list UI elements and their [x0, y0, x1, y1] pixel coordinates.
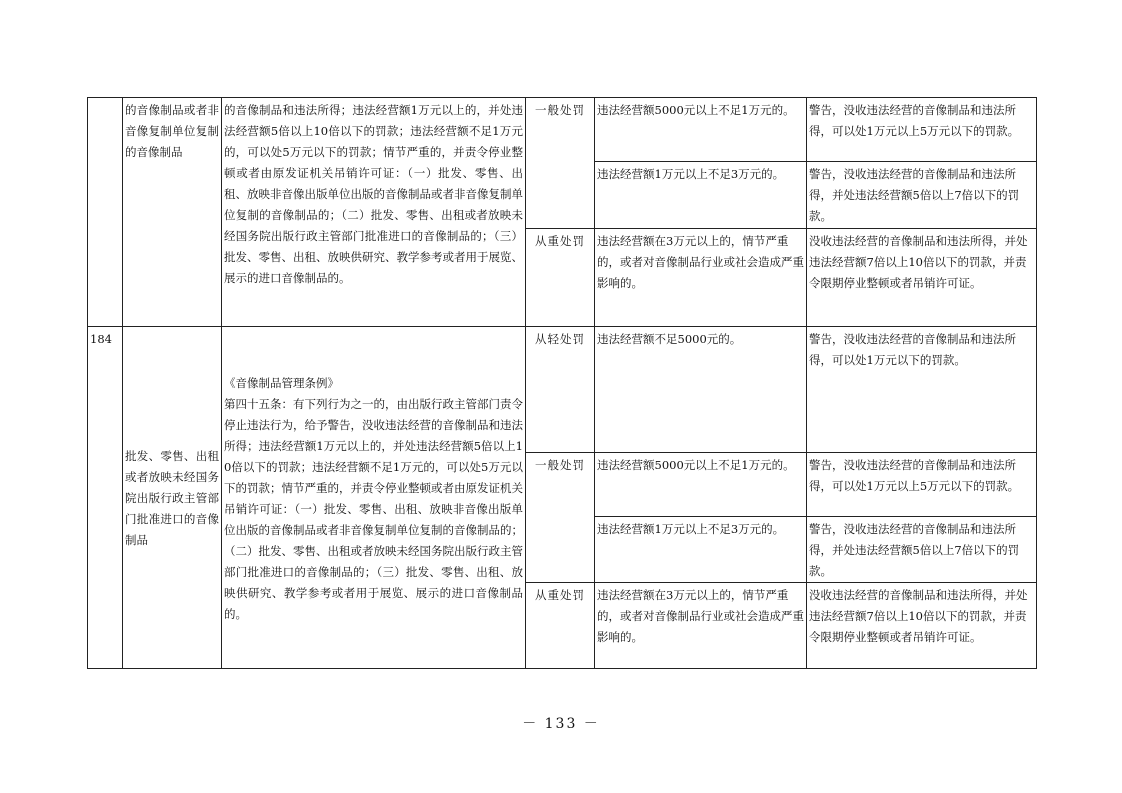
penalty-standard-table — [87, 97, 1037, 669]
circumstance-cell: 违法经营额5000元以上不足1万元的。 — [595, 98, 807, 162]
circumstance-cell: 违法经营额1万元以上不足3万元的。 — [595, 517, 807, 583]
circumstance-cell: 违法经营额5000元以上不足1万元的。 — [595, 453, 807, 517]
standard-cell: 没收违法经营的音像制品和违法所得，并处违法经营额7倍以上10倍以下的罚款，并责令限期停业整顿或者吊销许可证。 — [807, 583, 1037, 669]
circumstance-cell: 违法经营额在3万元以上的，情节严重的，或者对音像制品行业或社会造成严重影响的。 — [595, 583, 807, 669]
penalty-degree-cell: 从轻处罚 — [526, 327, 595, 453]
penalty-degree-cell: 从重处罚 — [526, 229, 595, 327]
circumstance-cell: 违法经营额1万元以上不足3万元的。 — [595, 162, 807, 229]
item-number-cell: 184 — [88, 327, 123, 669]
standard-cell: 没收违法经营的音像制品和违法所得，并处违法经营额7倍以上10倍以下的罚款，并责令限期停业整顿或者吊销许可证。 — [807, 229, 1037, 327]
standard-cell: 警告，没收违法经营的音像制品和违法所得，可以处1万元以下的罚款。 — [807, 327, 1037, 453]
standard-cell: 警告，没收违法经营的音像制品和违法所得，可以处1万元以上5万元以下的罚款。 — [807, 98, 1037, 162]
circumstance-cell: 违法经营额在3万元以上的，情节严重的，或者对音像制品行业或社会造成严重影响的。 — [595, 229, 807, 327]
standard-cell: 警告，没收违法经营的音像制品和违法所得，可以处1万元以上5万元以下的罚款。 — [807, 453, 1037, 517]
standard-cell: 警告，没收违法经营的音像制品和违法所得，并处违法经营额5倍以上7倍以下的罚款。 — [807, 517, 1037, 583]
item-number-cell — [88, 98, 123, 327]
standard-cell: 警告，没收违法经营的音像制品和违法所得，并处违法经营额5倍以上7倍以下的罚款。 — [807, 162, 1037, 229]
legal-basis-cell: 《音像制品管理条例》 第四十五条：有下列行为之一的，由出版行政主管部门责令停止违法行为，给予警告，没收违法经营的音像制品和违法所得；违法经营额1万元以上的，并处违法经营额5倍以上10倍以下的罚款；违法经营额不足1万元的，可以处5万元以下的罚款；情节严重的，并责令停业整顿或者由原发证机关吊销许可证：（一）批发、零售、出租、放映非音像出版单位出版的音像制品或者非音像复制单位复制的音像制品的；（二）批发、零售、出租或者放映未经国务院出版行政主管部门批准进口的音像制品的；（三）批发、零售、出租、放映供研究、教学参考或者用于展览、展示的进口音像制品的。 — [222, 327, 526, 669]
table-row — [88, 327, 1037, 453]
table-row — [88, 98, 1037, 162]
penalty-degree-cell: 从重处罚 — [526, 583, 595, 669]
circumstance-cell: 违法经营额不足5000元的。 — [595, 327, 807, 453]
penalty-degree-cell: 一般处罚 — [526, 98, 595, 229]
page-number: － 133 － — [522, 716, 600, 732]
item-name-cell: 的音像制品或者非音像复制单位复制的音像制品 — [123, 98, 222, 327]
legal-basis-cell: 的音像制品和违法所得；违法经营额1万元以上的，并处违法经营额5倍以上10倍以下的罚款；违法经营额不足1万元的，可以处5万元以下的罚款；情节严重的，并责令停业整顿或者由原发证机关吊销许可证：（一）批发、零售、出租、放映非音像出版单位出版的音像制品或者非音像复制单位复制的音像制品的；（二）批发、零售、出租或者放映未经国务院出版行政主管部门批准进口的音像制品的；（三）批发、零售、出租、放映供研究、教学参考或者用于展览、展示的进口音像制品的。 — [222, 98, 526, 327]
penalty-degree-cell: 一般处罚 — [526, 453, 595, 583]
item-name-cell: 批发、零售、出租或者放映未经国务院出版行政主管部门批准进口的音像制品 — [123, 327, 222, 669]
